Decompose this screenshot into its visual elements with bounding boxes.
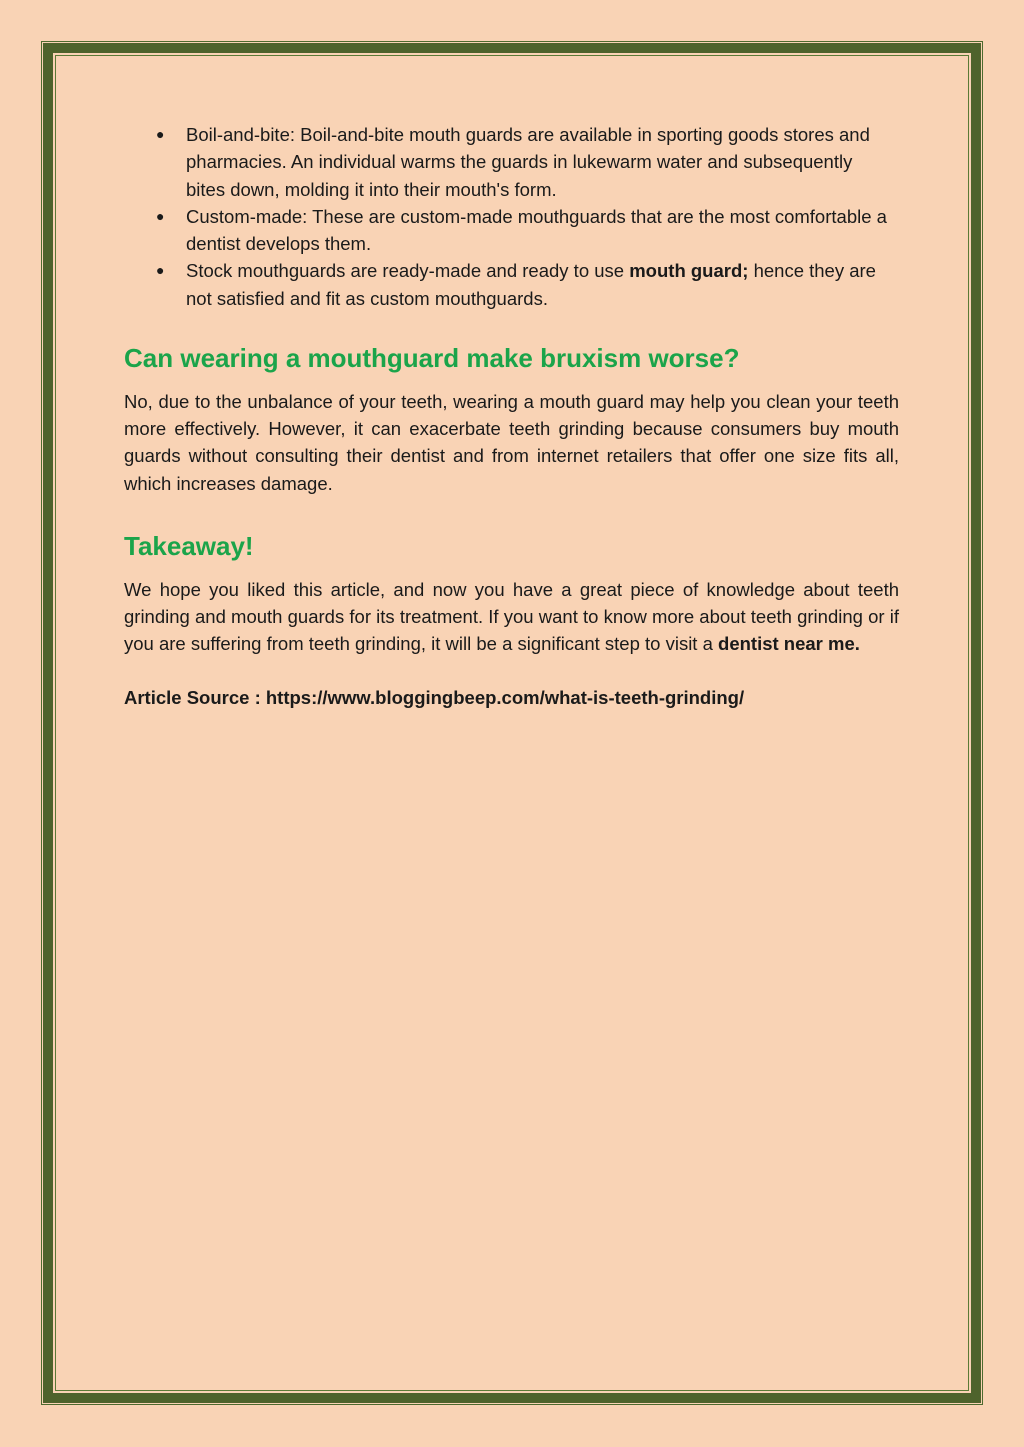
article-content (124, 121, 899, 711)
takeaway-bold-text: dentist near me. (718, 633, 860, 655)
section-heading-bruxism: Can wearing a mouthguard make bruxism worse? (124, 343, 740, 374)
bullet-icon: ● (156, 126, 165, 142)
section-body-bruxism: No, due to the unbalance of your teeth, wearing a mouth guard may help you clean your teeth more effectively. However, it can exacerbate teeth grinding because consumers buy mouth guards without consulting their dentist and from internet retailers that offer one size fits all, which increases damage. (124, 391, 899, 494)
list-item-text: Custom-made: These are custom-made mouthguards that are the most comfortable a dentist develops them. (186, 205, 887, 255)
list-item (124, 121, 891, 203)
list-item-text: Stock mouthguards are ready-made and ready to use (186, 260, 630, 282)
bullet-icon: ● (156, 207, 165, 224)
section-heading-takeaway: Takeaway! (124, 530, 254, 561)
takeaway-text: We hope you liked this article, and now you have a great piece of knowledge about teeth grinding and mouth guards for its treatment. If you want to know more about teeth grinding or if you are suffering from teeth grinding, it will be a significant step to visit a (124, 578, 899, 655)
list-item-text: Boil-and-bite: Boil-and-bite mouth guards are available in sporting goods stores and pharmacies. An individual warms the guards in lukewarm water and subsequently bites down, molding it into their mouth's form. (186, 124, 870, 200)
article-source: Article Source : https://www.bloggingbeep.com/what-is-teeth-grinding/ (124, 686, 745, 708)
bullet-icon: ● (156, 262, 165, 279)
mouthguard-types-list (124, 121, 899, 312)
list-item (124, 257, 891, 312)
section-body-takeaway (124, 576, 899, 658)
list-item (124, 203, 891, 258)
list-item-bold-text: mouth guard; (629, 260, 749, 282)
list-item-text: hence they are not satisfied and fit as custom mouthguards. (186, 260, 876, 309)
